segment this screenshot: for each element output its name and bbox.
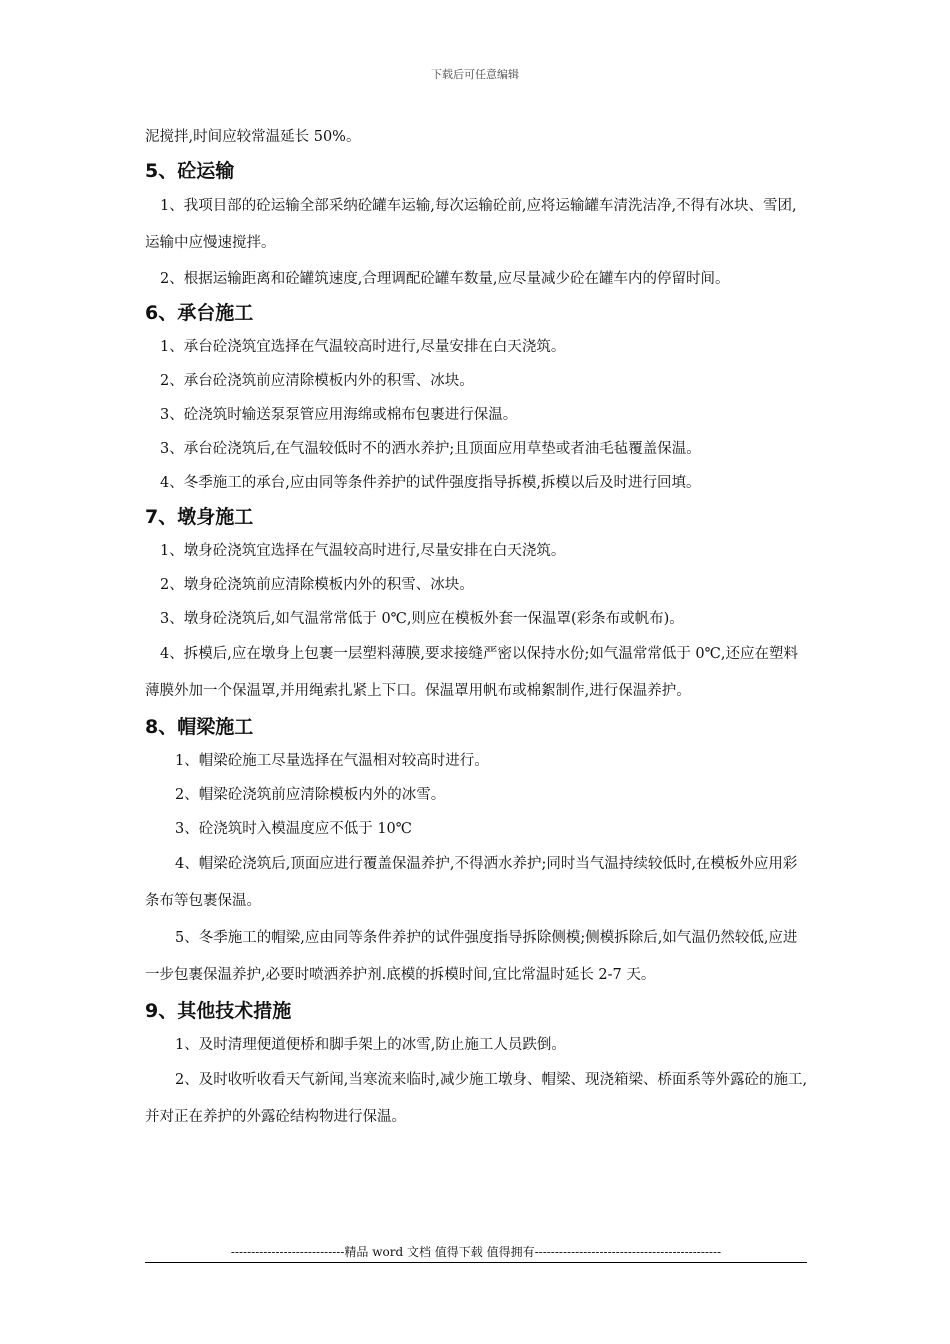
section-9-paragraph-2: 2、及时收听收看天气新闻,当寒流来临时,减少施工墩身、帽梁、现浇箱梁、桥面系等外露砼的施工,并对正在养护的外露砼结构物进行保温。 — [145, 1072, 808, 1125]
section-8-paragraph-4: 4、帽梁砼浇筑后,顶面应进行覆盖保温养护,不得洒水养护;同时当气温持续较低时,在模板外应用彩条布等包裹保温。 — [145, 856, 798, 909]
section-6-paragraph-4: 3、承台砼浇筑后,在气温较低时不的洒水养护;且顶面应用草垫或者油毛毡覆盖保温。 — [160, 441, 701, 457]
document-body — [145, 120, 810, 1136]
section-9-heading: 9、其他技术措施 — [145, 1000, 292, 1022]
section-7-paragraph-4: 4、拆模后,应在墩身上包裹一层塑料薄膜,要求接缝严密以保持水份;如气温常常低于 0℃,还应在塑料薄膜外加一个保温罩,并用绳索扎紧上下口。保温罩用帆布或棉絮制作,进行保温养护。 — [145, 646, 798, 699]
intro-paragraph: 泥搅拌,时间应较常温延长 50%。 — [145, 129, 361, 145]
section-6-paragraph-2: 2、承台砼浇筑前应清除模板内外的积雪、冰块。 — [160, 373, 474, 389]
page-header: 下载后可任意编辑 — [431, 68, 519, 81]
section-8-paragraph-2: 2、帽梁砼浇筑前应清除模板内外的冰雪。 — [175, 787, 446, 803]
section-7-paragraph-1: 1、墩身砼浇筑宜选择在气温较高时进行,尽量安排在白天浇筑。 — [160, 543, 566, 559]
section-9-paragraph-1: 1、及时清理便道便桥和脚手架上的冰雪,防止施工人员跌倒。 — [175, 1037, 566, 1053]
section-6-paragraph-3: 3、砼浇筑时输送泵泵管应用海绵或棉布包裹进行保温。 — [160, 407, 518, 423]
section-8-paragraph-5: 5、冬季施工的帽梁,应由同等条件养护的试件强度指导拆除侧模;侧模拆除后,如气温仍然较低,应进一步包裹保温养护,必要时喷洒养护剂.底模的拆模时间,宜比常温时延长 2-7 天。 — [145, 930, 798, 983]
section-8-paragraph-3: 3、砼浇筑时入模温度应不低于 10℃ — [175, 821, 413, 837]
page-footer: ----------------------------精品 word 文档 值得下载 值得拥有---------------------------------------------- — [145, 1242, 807, 1263]
section-7-paragraph-2: 2、墩身砼浇筑前应清除模板内外的积雪、冰块。 — [160, 577, 474, 593]
section-6-heading: 6、承台施工 — [145, 302, 254, 324]
section-8-heading: 8、帽梁施工 — [145, 716, 254, 738]
section-5-paragraph-1: 1、我项目部的砼运输全部采纳砼罐车运输,每次运输砼前,应将运输罐车清洗洁净,不得有冰块、雪团,运输中应慢速搅拌。 — [145, 198, 797, 251]
section-5-heading: 5、砼运输 — [145, 160, 235, 182]
section-7-heading: 7、墩身施工 — [145, 506, 254, 528]
section-6-paragraph-1: 1、承台砼浇筑宜选择在气温较高时进行,尽量安排在白天浇筑。 — [160, 339, 566, 355]
section-8-paragraph-1: 1、帽梁砼施工尽量选择在气温相对较高时进行。 — [175, 753, 489, 769]
section-5-paragraph-2: 2、根据运输距离和砼罐筑速度,合理调配砼罐车数量,应尽量减少砼在罐车内的停留时间。 — [160, 271, 730, 287]
section-7-paragraph-3: 3、墩身砼浇筑后,如气温常常低于 0℃,则应在模板外套一保温罩(彩条布或帆布)。 — [160, 611, 684, 627]
section-6-paragraph-5: 4、冬季施工的承台,应由同等条件养护的试件强度指导拆模,拆模以后及时进行回填。 — [160, 475, 701, 491]
